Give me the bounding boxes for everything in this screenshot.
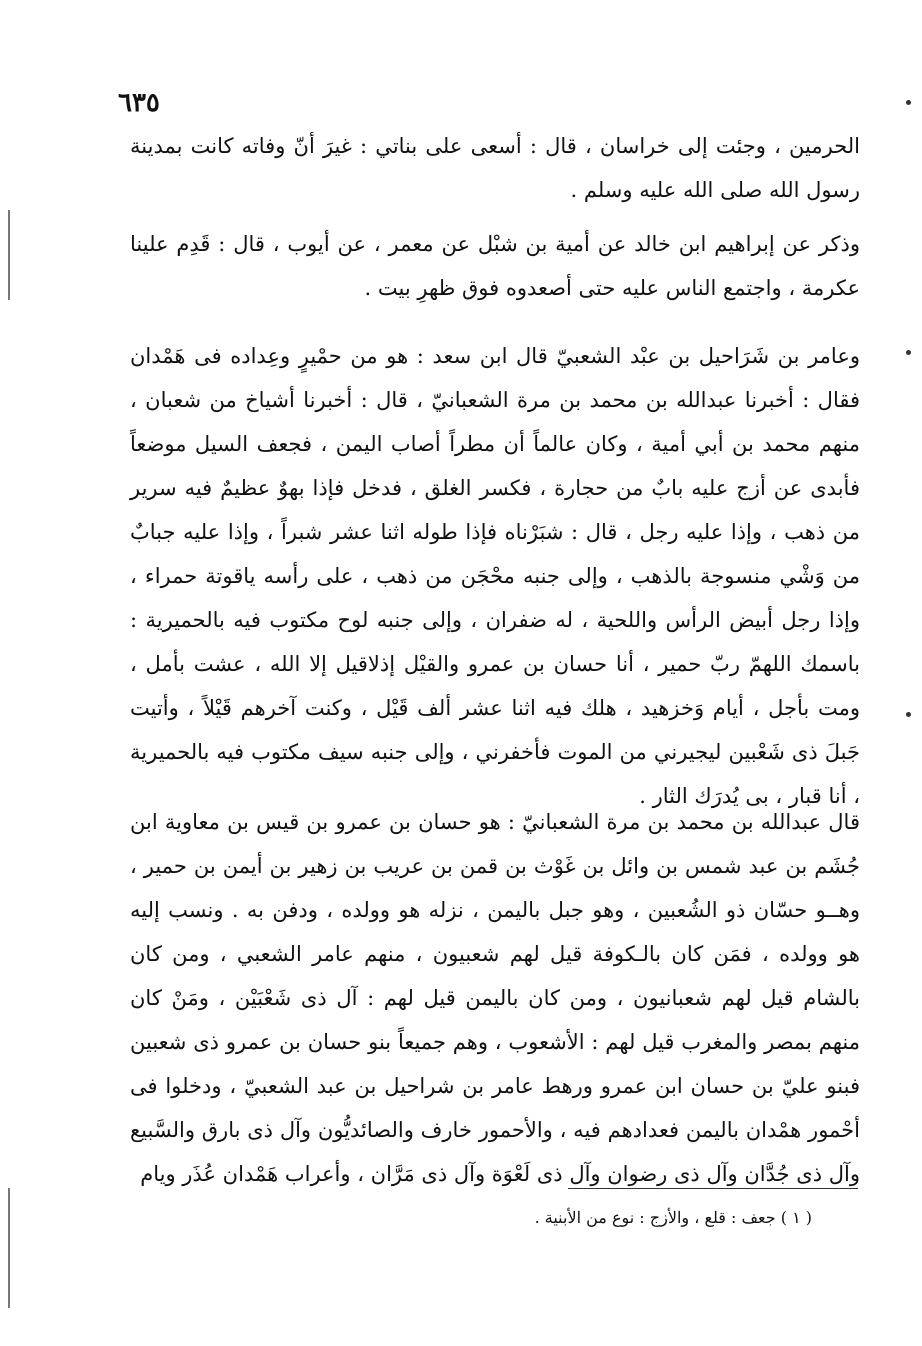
scan-edge-line	[8, 210, 10, 300]
footnote: ( ١ ) جعف : قلع ، والأزج : نوع من الأبنية .	[534, 1208, 812, 1227]
text-block-2	[130, 222, 860, 328]
scan-edge-line	[8, 1188, 10, 1308]
text-block-4	[130, 800, 860, 1214]
margin-dot	[906, 100, 911, 105]
paragraph-3: وعامر بن شَرَاحيل بن عبْد الشعبيّ قال ابن سعد : هو من حمْيرٍ وعِداده فى هَمْدان فقال : أخبرنا عبدالله بن محمد بن مرة الشعبانيّ ، قال : أخبرنا أشياخ من شعبان ، منهم محمد بن أبي أمية ، وكان عالماً أن مطراً أصاب اليمن ، فجعف السيل موضعاً فأبدى عن أزج عليه بابٌ من حجارة ، فكسر الغلق ، فدخل فإذا بهوٌ عظيمٌ فيه سرير من ذهب ، وإذا عليه رجل ، قال : شبَرْناه فإذا طوله اثنا عشر شبراً ، وإذا عليه جبابٌ من وَشْي منسوجة بالذهب ، وإلى جنبه محْجَن من ذهب ، على رأسه ياقوتة حمراء ، وإذا رجل أبيض الرأس واللحية ، له ضفران ، وإلى جنبه لوح مكتوب فيه بالحميرية : باسمك اللهمّ ربّ حمير ، أنا حسان بن عمرو والقيْل إذلاقيل إلا الله ، عشت بأمل ، ومت بأجل ، أيام وَخزهيد ، هلك فيه اثنا عشر ألف قَيْل ، وكنت آخرهم قَيْلاً ، وأتيت جَبلَ ذى شَعْبين ليجيرني من الموت فأخفرني ، وإلى جنبه سيف مكتوب فيه بالحميرية ، أنا قبار ، بى يُدرَك الثار .	[130, 344, 860, 808]
paragraph-2: وذكر عن إبراهيم ابن خالد عن أمية بن شبْل عن معمر ، عن أيوب ، قال : قَدِم علينا عكرمة ، واجتمع الناس عليه حتى أصعدوه فوق ظهرِ بيت .	[130, 232, 860, 300]
margin-dot	[906, 350, 911, 355]
text-block-1	[130, 124, 860, 230]
footnote-divider	[568, 1188, 858, 1189]
paragraph-1: الحرمين ، وجئت إلى خراسان ، قال : أسعى على بناتي : غيرَ أنّ وفاته كانت بمدينة رسول الله صلى الله عليه وسلم .	[130, 134, 860, 202]
margin-dot	[906, 712, 911, 717]
text-block-3	[130, 334, 860, 836]
paragraph-4: قال عبدالله بن محمد بن مرة الشعبانيّ : هو حسان بن عمرو بن قيس بن معاوية ابن جُشَم بن عبد شمس بن وائل بن غَوْث بن قمن بن عريب بن زهير بن أيمن بن حمير ، وهــو حسّان ذو الشُعبين ، وهو جبل باليمن ، نزله هو وولده ، ودفن به . ونسب إليه هو وولده ، فمَن كان بالـكوفة قيل لهم شعبيون ، منهم عامر الشعبي ، ومن كان بالشام قيل لهم شعبانيون ، ومن كان باليمن قيل لهم : آل ذى شَعْبَيْن ، ومَنْ كان منهم بمصر والمغرب قيل لهم : الأشعوب ، وهم جميعاً بنو حسان بن عمرو ذى شعبين فبنو عليّ بن حسان ابن عمرو ورهط عامر بن شراحيل بن عبد الشعبيّ ، ودخلوا فى أحْمور همْدان باليمن فعدادهم فيه ، والأحمور خارف والصائديُّون وآل ذى بارق والسَّبيع وآل ذى جُدَّان وآل ذى رضوان وآل ذى لَعْوَة وآل ذى مَرَّان ، وأعراب هَمْدان عُذَر ويام	[130, 810, 860, 1186]
page-number: ٦٣٥	[118, 88, 160, 118]
